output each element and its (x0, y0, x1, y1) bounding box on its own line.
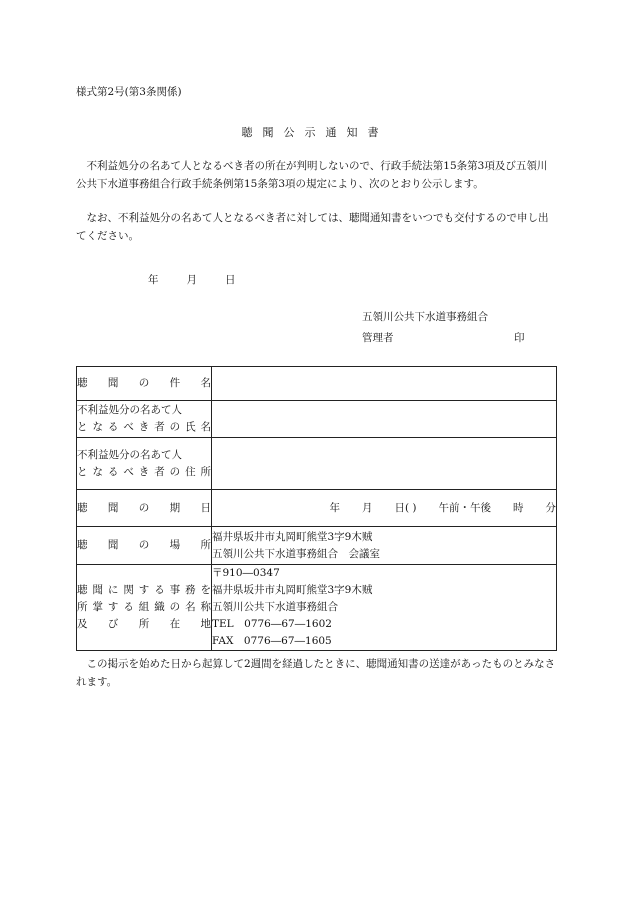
label-char: る (107, 421, 119, 433)
label-char: 件 (169, 377, 181, 389)
label-line (77, 616, 211, 633)
recipient-address-label: 不利益処分の名あて人 と な る べ き 者 の 住 所 (77, 438, 212, 490)
label-char: べ (123, 465, 134, 478)
hearing-info-table (76, 366, 557, 651)
period-value (212, 490, 557, 527)
label-char: 月 (361, 501, 373, 514)
label-line (77, 599, 211, 616)
label-char: 聴 (77, 501, 88, 514)
label-char: 午前・午後 (438, 501, 491, 514)
label-char: る (107, 465, 119, 478)
label-line (212, 500, 556, 517)
label-char: 関 (123, 584, 134, 596)
label-line (77, 537, 211, 554)
issue-date (148, 272, 264, 287)
table-row (77, 401, 557, 438)
footer-note: この掲示を始めた日から起算して2週間を経過したときに、聴聞通知書の送達があったものとみなされます。 (76, 658, 556, 688)
label-char: 者 (154, 465, 165, 478)
label-char: な (92, 465, 103, 478)
label-char: の (138, 501, 150, 514)
subject-label (77, 367, 212, 401)
label-char: 称 (200, 601, 211, 613)
label-char: を (200, 584, 211, 596)
label-line (77, 464, 211, 481)
label-line (77, 375, 211, 392)
label-line (77, 500, 211, 517)
label-line (77, 582, 211, 599)
label-char: 時 (513, 501, 524, 514)
label-char: 者 (154, 421, 165, 433)
period-label (77, 490, 212, 527)
label-char: 名 (200, 421, 211, 433)
label-char: 名 (185, 601, 196, 613)
label-char: 所 (77, 601, 88, 613)
label-char: 聴 (77, 377, 88, 389)
label-char: す (138, 584, 150, 596)
label-char: の (169, 421, 181, 433)
label-char: 聞 (107, 539, 119, 551)
label-char: の (169, 465, 181, 478)
label-char: と (77, 421, 88, 433)
recipient-name-label: 不利益処分の名あて人 と な る べ き 者 の 氏 名 (77, 401, 212, 438)
label-char: と (77, 465, 88, 478)
table-row (77, 367, 557, 401)
label-char: 務 (185, 584, 196, 596)
label-char: る (154, 584, 165, 596)
label-char: す (107, 601, 119, 613)
place-label (77, 527, 212, 565)
label-char: 事 (169, 584, 181, 596)
label-char: 所 (200, 539, 211, 551)
form-number: 様式第2号(第3条関係) (76, 86, 182, 98)
label-char: 氏 (185, 421, 196, 433)
table-row (77, 565, 557, 651)
label-char: 聴 (77, 584, 88, 596)
subject-value (212, 367, 557, 401)
notice-paragraph-1: 不利益処分の名あて人となるべき者の所在が判明しないので、行政手続法第15条第3項及び五領川公共下水道事務組合行政手続条例第15条第3項の規定により、次のとおり公示します。 (76, 160, 548, 190)
label-char: 住 (185, 465, 196, 478)
label-char: 聞 (107, 501, 119, 514)
label-char: 所 (138, 618, 150, 630)
label-char: に (107, 584, 119, 596)
label-char: き (138, 421, 150, 433)
date-day-label: 日 (225, 274, 236, 286)
table-row (77, 438, 557, 490)
label-line (77, 419, 211, 436)
date-month-label: 月 (186, 274, 197, 286)
seal-mark: 印 (514, 332, 525, 344)
recipient-name-value (212, 401, 557, 438)
label-char: 地 (200, 618, 211, 630)
label-char: 聴 (77, 539, 88, 551)
label-char: 織 (154, 601, 165, 613)
label-char: 分 (545, 501, 556, 514)
issuer-manager: 管理者 (362, 332, 394, 344)
date-year-label: 年 (148, 274, 159, 286)
issuer-organization: 五領川公共下水道事務組合 (362, 311, 488, 323)
label-char: 期 (169, 501, 181, 514)
label-char: 組 (138, 601, 150, 613)
label-char: 年 (329, 501, 340, 514)
label-char: 掌 (92, 601, 103, 613)
label-char: べ (123, 421, 134, 433)
label-char: る (123, 601, 134, 613)
label-char: 聞 (92, 584, 103, 596)
office-label (77, 565, 212, 651)
label-char: き (138, 465, 150, 478)
place-value: 福井県坂井市丸岡町熊堂3字9木贼 五領川公共下水道事務組合 会議室 (212, 527, 557, 565)
table-row (77, 527, 557, 565)
recipient-address-value (212, 438, 557, 490)
notice-paragraph-2: なお、不利益処分の名あて人となるべき者に対しては、聴聞通知書をいつでも交付するので申し出てください。 (76, 212, 549, 242)
label-char: の (138, 377, 150, 389)
label-char: 日( ) (394, 501, 417, 514)
label-char: 聞 (107, 377, 119, 389)
office-value: 〒910―0347 福井県坂井市丸岡町熊堂3字9木贼 五領川公共下水道事務組合 TEL 0776―67―1602 FAX 0776―67―1605 (212, 565, 557, 651)
document-title: 聴聞公示通知書 (241, 126, 389, 139)
label-char: 所 (200, 465, 211, 478)
label-char: 及 (77, 618, 88, 630)
label-char: 名 (200, 377, 211, 389)
label-char: 場 (169, 539, 181, 551)
label-char: 日 (200, 501, 211, 514)
label-char: の (138, 539, 150, 551)
label-char: の (169, 601, 181, 613)
label-char: な (92, 421, 103, 433)
label-char: び (107, 618, 119, 630)
table-row (77, 490, 557, 527)
label-char: 在 (169, 618, 181, 630)
